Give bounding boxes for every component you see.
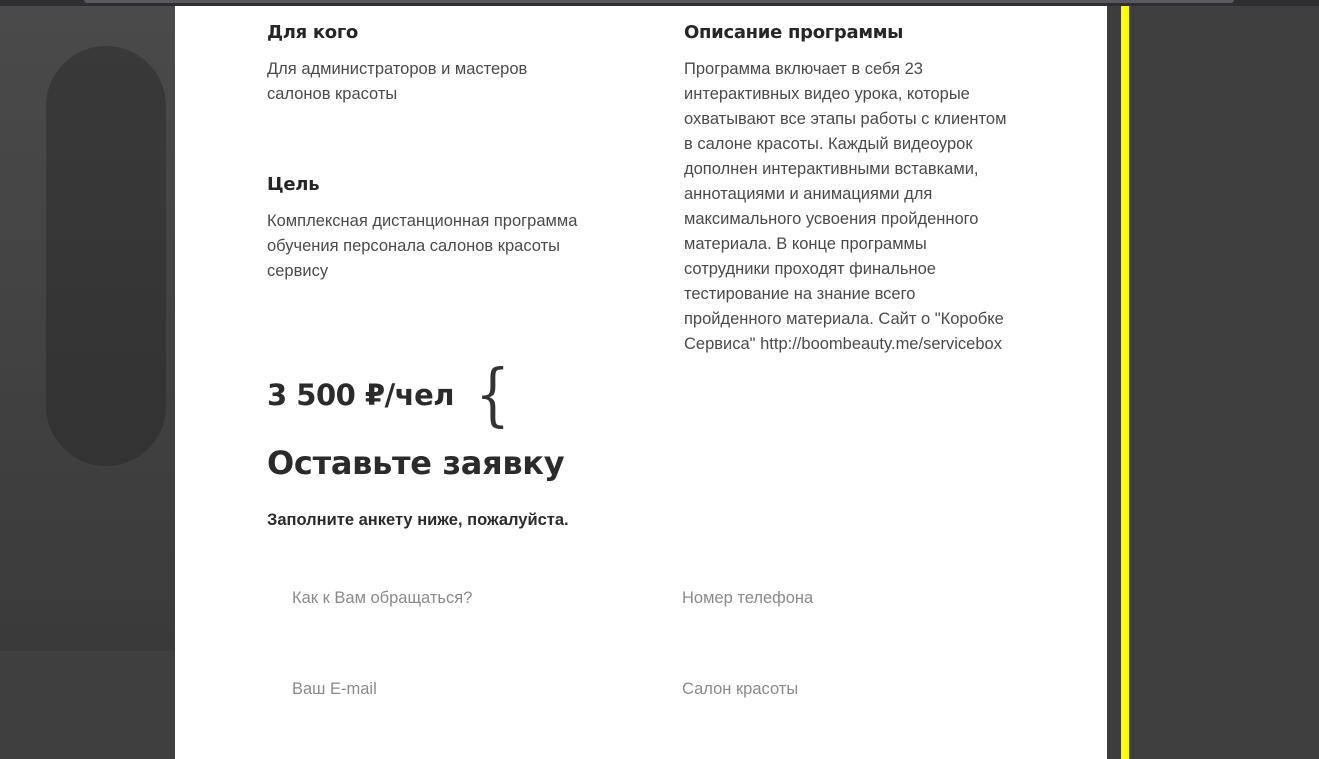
description-line: максимального усвоения пройденного [684,210,979,228]
salon-input[interactable] [682,669,1022,709]
description-line: Программа включает в себя 23 [684,60,923,78]
background-photo-left [0,6,176,651]
modal-right-accent-bar [1121,6,1129,759]
goal-line: сервису [267,262,329,280]
description-line: пройденного материала. Сайт о "Коробке [684,310,1004,328]
application-form-subtitle: Заполните анкету ниже, пожалуйста. [267,511,569,529]
for-whom-title: Для кого [267,22,358,43]
description-line: в салоне красоты. Каждый видеоурок [684,135,973,153]
background-left-bottom [0,651,176,759]
for-whom-line: салонов красоты [267,85,398,103]
address-bar-edge [84,0,1234,3]
description-line: сотрудники проходят финальное [684,260,936,278]
phone-input[interactable] [682,578,1022,618]
description-line: аннотациями и анимациями для [684,185,933,203]
application-form-title: Оставьте заявку [267,444,565,482]
description-line: Сервиса" http://boombeauty.me/servicebox [684,335,1002,353]
description-line: охватывают все этапы работы с клиентом [684,110,1007,128]
description-line: интерактивных видео урока, которые [684,85,970,103]
for-whom-text [267,57,527,107]
goal-line: Комплексная дистанционная программа [267,212,578,230]
for-whom-line: Для администраторов и мастеров [267,60,528,78]
description-text [684,57,1006,357]
curly-brace-decoration: { [475,356,510,435]
goal-text [267,209,577,284]
description-title: Описание программы [684,22,904,43]
program-details-modal [175,6,1107,759]
background-page-right [1129,6,1319,759]
email-input[interactable] [292,669,632,709]
goal-line: обучения персонала салонов красоты [267,237,561,255]
description-line: дополнен интерактивными вставками, [684,160,979,178]
name-input[interactable] [292,578,632,618]
description-line: тестирование на знание всего [684,285,916,303]
price-per-person: 3 500 ₽/чел [267,378,454,412]
description-line: материала. В конце программы [684,235,927,253]
goal-title: Цель [267,174,320,195]
